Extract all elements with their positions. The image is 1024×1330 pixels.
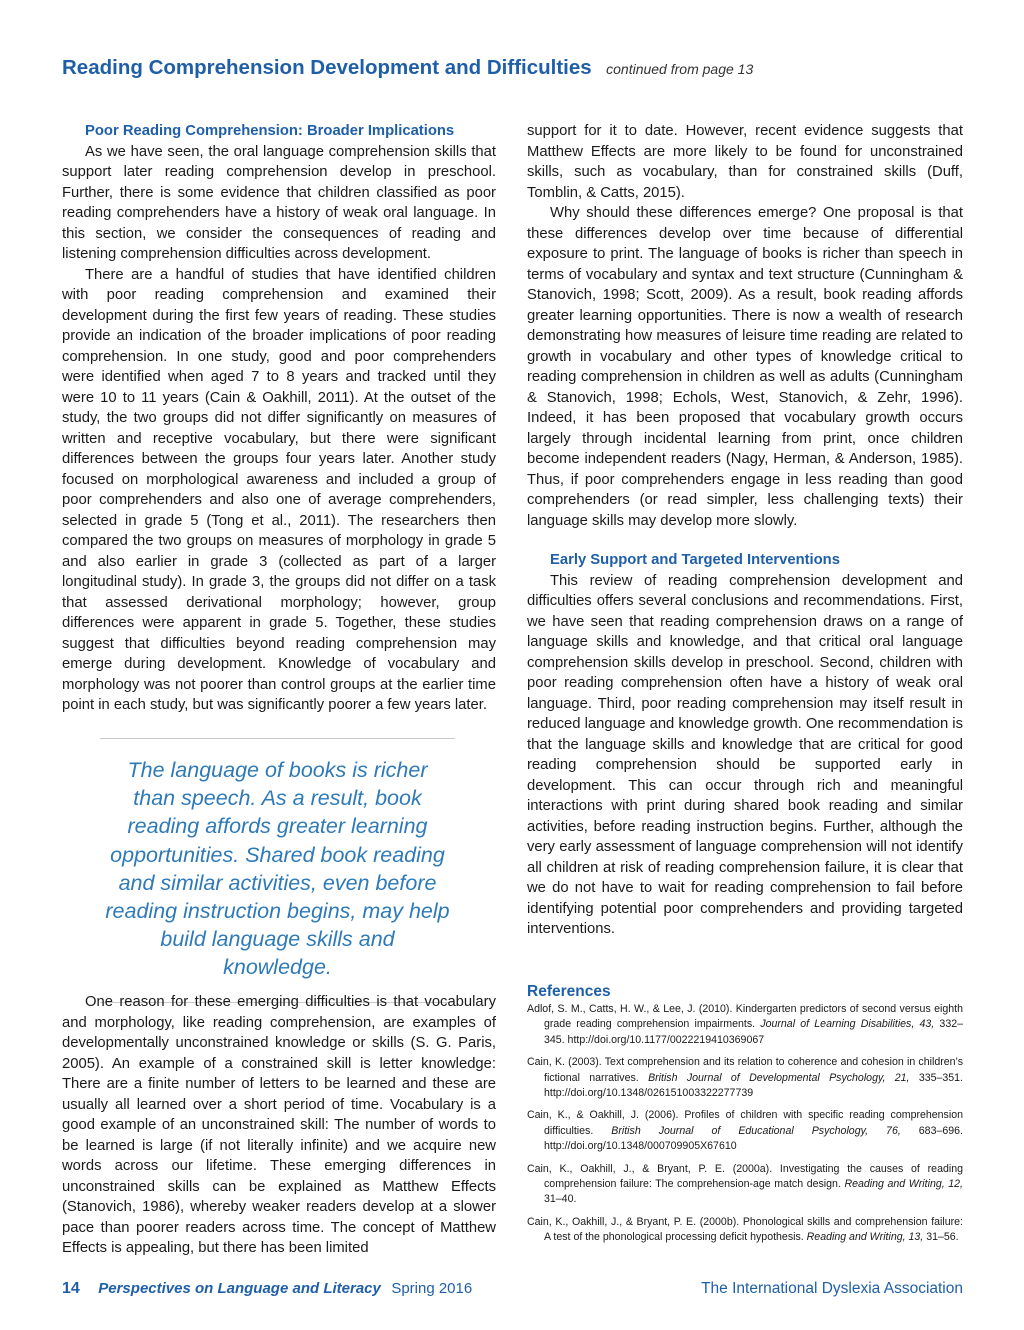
paragraph: There are a handful of studies that have identified children with poor reading comprehension and examined their development during the first few years of reading. These studies provide an indication of the broader implications of poor reading comprehension. In one study, good and poor comprehenders were identified when aged 7 to 8 years and tracked until they were 10 to 11 years (Cain & Oakhill, 2011). At the outset of the study, the two groups did not differ significantly on measures of written and receptive vocabulary, but there were significant differences between the groups four years later. Another study focused on morphological awareness and included a group of poor comprehenders and also one of average comprehenders, selected in grade 5 (Tong et al., 2011). The researchers then compared the two groups on measures of morphology in grade 5 and also earlier in grade 3 (collected as part of a larger longitudinal study). In grade 3, the groups did not differ on a task that assessed derivational morphology; however, group differences were apparent in grade 5. Together, these studies suggest that difficulties beyond reading comprehension may emerge during development. Knowledge of vocabulary and morphology was not poorer than control groups at the earlier time point in each study, but was significantly poorer a few years later. — [62, 266, 496, 713]
article-title: Reading Comprehension Development and Difficulties — [62, 56, 592, 79]
references — [527, 982, 963, 1253]
reference-item: Cain, K., Oakhill, J., & Bryant, P. E. (2000b). Phonological skills and comprehension failure: A test of the phonological processing deficit hypothesis. Reading and Writing, 13, 31–56. — [527, 1215, 963, 1244]
journal-name: Perspectives on Language and Literacy — [98, 1280, 381, 1297]
paragraph: support for it to date. However, recent evidence suggests that Matthew Effects are more likely to be found for unconstrained skills, such as vocabulary, than for constrained skills (Duff, Tomblin, & Catts, 2015). — [527, 123, 963, 201]
paragraph: Why should these differences emerge? One proposal is that these differences develop over time because of differential exposure to print. The language of books is richer than speech in terms of vocabulary and syntax and text structure (Cunningham & Stanovich, 1998; Scott, 2009). As a result, book reading affords greater learning opportunities. There is now a wealth of research demonstrating how measures of leisure time reading are related to growth in vocabulary and other types of knowledge critical to reading comprehension in children as well as adults (Cunningham & Stanovich, 1998; Echols, West, Stanovich, & Zehr, 1996). Indeed, it has been proposed that vocabulary growth occurs largely through incidental learning from print, once children become independent readers (Nagy, Herman, & Anderson, 1985). Thus, if poor comprehenders engage in less reading than good comprehenders (or read simpler, less challenging texts) their language skills may develop more slowly. — [527, 205, 963, 529]
reference-item: Cain, K., & Oakhill, J. (2006). Profiles of children with specific reading comprehension difficulties. British Journal of Educational Psychology, 76, 683–696. http://doi.org/10.1348/000709905X67610 — [527, 1109, 963, 1153]
left-column — [62, 121, 496, 716]
page-footer — [62, 1280, 963, 1302]
right-column — [527, 121, 963, 940]
paragraph: One reason for these emerging difficulties is that vocabulary and morphology, like reading comprehension, are examples of developmentally unconstrained knowledge or skills (S. G. Paris, 2005). An example of a constrained skill is letter knowledge: There are a finite number of letters to be learned and these are usually all learned over a short period of time. Vocabulary is a good example of an unconstrained skill: The number of words to be learned is large (if not literally infinite) and we acquire new words across our lifetime. These emerging differences in unconstrained skills can be explained as Matthew Effects (Stanovich, 1986), whereby weaker readers develop at a slower pace than poorer readers across time. The concept of Matthew Effects is appealing, but there has been limited — [62, 994, 496, 1256]
reference-list — [527, 1002, 963, 1246]
organization-name: The International Dyslexia Association — [701, 1280, 963, 1297]
section-heading-early-support: Early Support and Targeted Interventions — [550, 552, 840, 568]
paragraph: This review of reading comprehension development and difficulties offers several conclusions and recommendations. First, we have seen that reading comprehension draws on a range of language skills and knowledge, and that critical oral language comprehension skills develop in preschool. Second, children with poor reading comprehension often have a history of weak oral language. Third, poor reading comprehension may itself result in reduced language and knowledge growth. One recommendation is that the language skills and knowledge that are critical for good reading comprehension should be supported early in development. This can occur through rich and meaningful interactions with print during shared book reading and similar activities, before reading instruction begins. Further, although the very early assessment of language comprehension will not identify all children at risk of reading comprehension failure, it is clear that we do not have to wait for reading comprehension to fail before identifying potential poor comprehenders and providing targeted interventions. — [527, 572, 963, 937]
left-column-lower — [62, 992, 496, 1259]
pull-quote — [100, 738, 455, 1003]
paragraph: As we have seen, the oral language comprehension skills that support later reading comprehension develop in preschool. Further, there is some evidence that children classified as poor reading comprehenders have a history of weak oral language. In this section, we consider the consequences of reading and listening comprehension difficulties across development. — [62, 143, 496, 262]
page-header — [62, 56, 962, 80]
continued-note: continued from page 13 — [606, 61, 754, 77]
section-heading-broader-implications: Poor Reading Comprehension: Broader Implications — [85, 123, 455, 139]
issue-label: Spring 2016 — [391, 1280, 473, 1297]
page-number: 14 — [62, 1280, 80, 1297]
reference-item: Adlof, S. M., Catts, H. W., & Lee, J. (2010). Kindergarten predictors of second versus eighth grade reading comprehension impairments. Journal of Learning Disabilities, 43, 332–345. http://doi.org/10.1177/0022219410369067 — [527, 1003, 964, 1046]
reference-item: Cain, K., Oakhill, J., & Bryant, P. E. (2000a). Investigating the causes of reading comprehension failure: The comprehension-age match design. Reading and Writing, 12, 31–40. — [527, 1162, 963, 1206]
references-heading: References — [527, 983, 611, 1000]
pull-quote-text: The language of books is richer than speech. As a result, book reading affords greater learning opportunities. Shared book reading and similar activities, even before reading instruction begins, may help build language skills and knowledge. — [105, 758, 450, 980]
reference-item: Cain, K. (2003). Text comprehension and its relation to coherence and cohesion in children’s fictional narratives. British Journal of Developmental Psychology, 21, 335–351. http://doi.org/10.1348/026151003322277739 — [527, 1056, 964, 1100]
